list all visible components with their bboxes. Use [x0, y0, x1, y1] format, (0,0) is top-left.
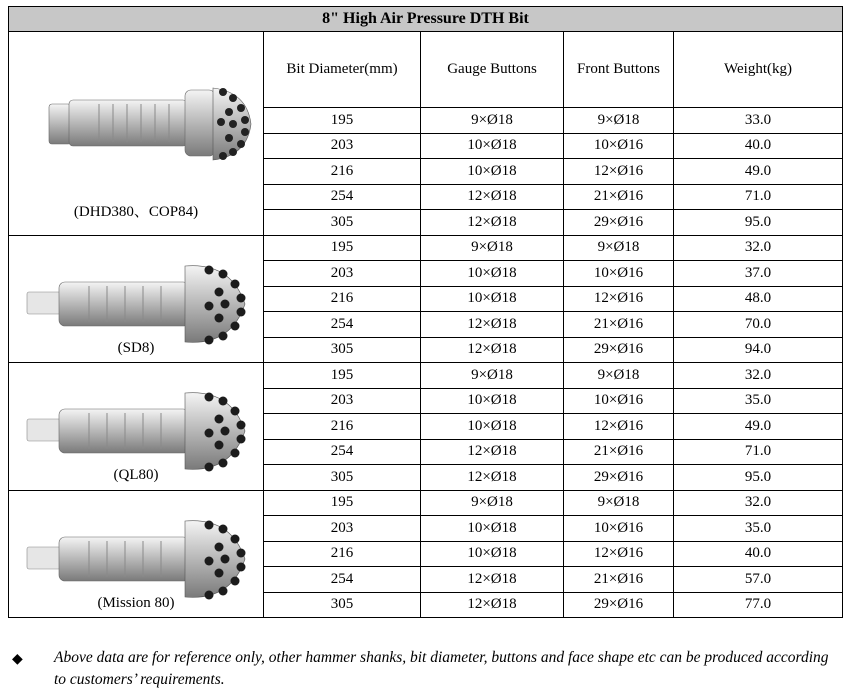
- table-cell: 254: [264, 184, 421, 210]
- header-row: [9, 32, 843, 108]
- model-label: (Mission 80): [97, 594, 175, 611]
- table-cell: 10×Ø18: [421, 159, 564, 185]
- bullet-diamond-icon: ◆: [12, 652, 23, 667]
- model-label: (QL80): [113, 467, 159, 483]
- table-cell: 9×Ø18: [421, 490, 564, 516]
- table-cell: 21×Ø16: [564, 567, 674, 593]
- table-cell: 21×Ø16: [564, 184, 674, 210]
- table-cell: 12×Ø18: [421, 337, 564, 363]
- table-cell: 12×Ø18: [421, 567, 564, 593]
- table-cell: 48.0: [674, 286, 843, 312]
- table-cell: 32.0: [674, 363, 843, 389]
- table-cell: 71.0: [674, 184, 843, 210]
- table-cell: 10×Ø18: [421, 516, 564, 542]
- table-cell: 10×Ø18: [421, 414, 564, 440]
- table-cell: 12×Ø18: [421, 210, 564, 236]
- table-cell: 29×Ø16: [564, 465, 674, 491]
- table-cell: 9×Ø18: [564, 363, 674, 389]
- table-cell: 12×Ø18: [421, 439, 564, 465]
- table-cell: 203: [264, 261, 421, 287]
- table-cell: 29×Ø16: [564, 210, 674, 236]
- model-label: (DHD380、COP84): [73, 204, 199, 220]
- table-cell: 10×Ø18: [421, 286, 564, 312]
- table-title: 8" High Air Pressure DTH Bit: [9, 7, 843, 32]
- column-header: Front Buttons: [564, 32, 674, 108]
- table-cell: 10×Ø16: [564, 388, 674, 414]
- table-cell: 305: [264, 465, 421, 491]
- table-cell: 195: [264, 235, 421, 261]
- table-cell: 21×Ø16: [564, 312, 674, 338]
- table-row: [9, 235, 843, 261]
- table-cell: 32.0: [674, 490, 843, 516]
- table-cell: 10×Ø16: [564, 133, 674, 159]
- table-cell: 95.0: [674, 465, 843, 491]
- table-cell: 216: [264, 159, 421, 185]
- table-cell: 9×Ø18: [421, 235, 564, 261]
- table-cell: 10×Ø16: [564, 516, 674, 542]
- model-cell: [9, 235, 264, 363]
- table-cell: 9×Ø18: [421, 363, 564, 389]
- model-cell: [9, 363, 264, 491]
- table-cell: 9×Ø18: [564, 235, 674, 261]
- table-cell: 12×Ø16: [564, 159, 674, 185]
- table-cell: 32.0: [674, 235, 843, 261]
- table-cell: 33.0: [674, 108, 843, 134]
- table-cell: 195: [264, 490, 421, 516]
- table-row: [9, 490, 843, 516]
- model-label: (SD8): [117, 339, 155, 356]
- table-cell: 254: [264, 312, 421, 338]
- table-cell: 203: [264, 133, 421, 159]
- table-cell: 12×Ø16: [564, 414, 674, 440]
- column-header: Gauge Buttons: [421, 32, 564, 108]
- table-cell: 12×Ø18: [421, 184, 564, 210]
- table-cell: 10×Ø16: [564, 261, 674, 287]
- table-cell: 35.0: [674, 516, 843, 542]
- table-cell: 9×Ø18: [421, 108, 564, 134]
- table-cell: 21×Ø16: [564, 439, 674, 465]
- table-cell: 71.0: [674, 439, 843, 465]
- table-cell: 10×Ø18: [421, 541, 564, 567]
- table-cell: 10×Ø18: [421, 388, 564, 414]
- table-cell: 9×Ø18: [564, 108, 674, 134]
- table-cell: 94.0: [674, 337, 843, 363]
- table-row: [9, 363, 843, 389]
- spec-table: [8, 6, 843, 618]
- column-header: Bit Diameter(mm): [264, 32, 421, 108]
- table-cell: 49.0: [674, 414, 843, 440]
- table-cell: 70.0: [674, 312, 843, 338]
- table-cell: 12×Ø16: [564, 541, 674, 567]
- table-cell: 305: [264, 592, 421, 618]
- table-cell: 40.0: [674, 541, 843, 567]
- model-cell: [9, 32, 264, 236]
- table-cell: 203: [264, 516, 421, 542]
- table-cell: 254: [264, 439, 421, 465]
- column-header: Weight(kg): [674, 32, 843, 108]
- table-cell: 216: [264, 541, 421, 567]
- table-cell: 305: [264, 337, 421, 363]
- table-cell: 195: [264, 108, 421, 134]
- table-cell: 37.0: [674, 261, 843, 287]
- table-cell: 77.0: [674, 592, 843, 618]
- model-cell: [9, 490, 264, 618]
- table-cell: 216: [264, 286, 421, 312]
- table-cell: 203: [264, 388, 421, 414]
- table-cell: 10×Ø18: [421, 261, 564, 287]
- table-cell: 95.0: [674, 210, 843, 236]
- table-cell: 57.0: [674, 567, 843, 593]
- table-cell: 35.0: [674, 388, 843, 414]
- table-cell: 9×Ø18: [564, 490, 674, 516]
- table-cell: 195: [264, 363, 421, 389]
- table-body: [9, 32, 843, 618]
- table-cell: 254: [264, 567, 421, 593]
- footnote-text: Above data are for reference only, other hammer shanks, bit diameter, buttons and face shape etc can be produced according to customers’ requirements.: [54, 649, 829, 688]
- table-cell: 40.0: [674, 133, 843, 159]
- table-cell: 29×Ø16: [564, 337, 674, 363]
- table-cell: 29×Ø16: [564, 592, 674, 618]
- table-cell: 12×Ø18: [421, 312, 564, 338]
- table-cell: 49.0: [674, 159, 843, 185]
- table-cell: 216: [264, 414, 421, 440]
- table-cell: 305: [264, 210, 421, 236]
- table-cell: 12×Ø18: [421, 465, 564, 491]
- table-cell: 10×Ø18: [421, 133, 564, 159]
- dth-bit-image-dhd380: [9, 32, 264, 208]
- table-cell: 12×Ø16: [564, 286, 674, 312]
- table-cell: 12×Ø18: [421, 592, 564, 618]
